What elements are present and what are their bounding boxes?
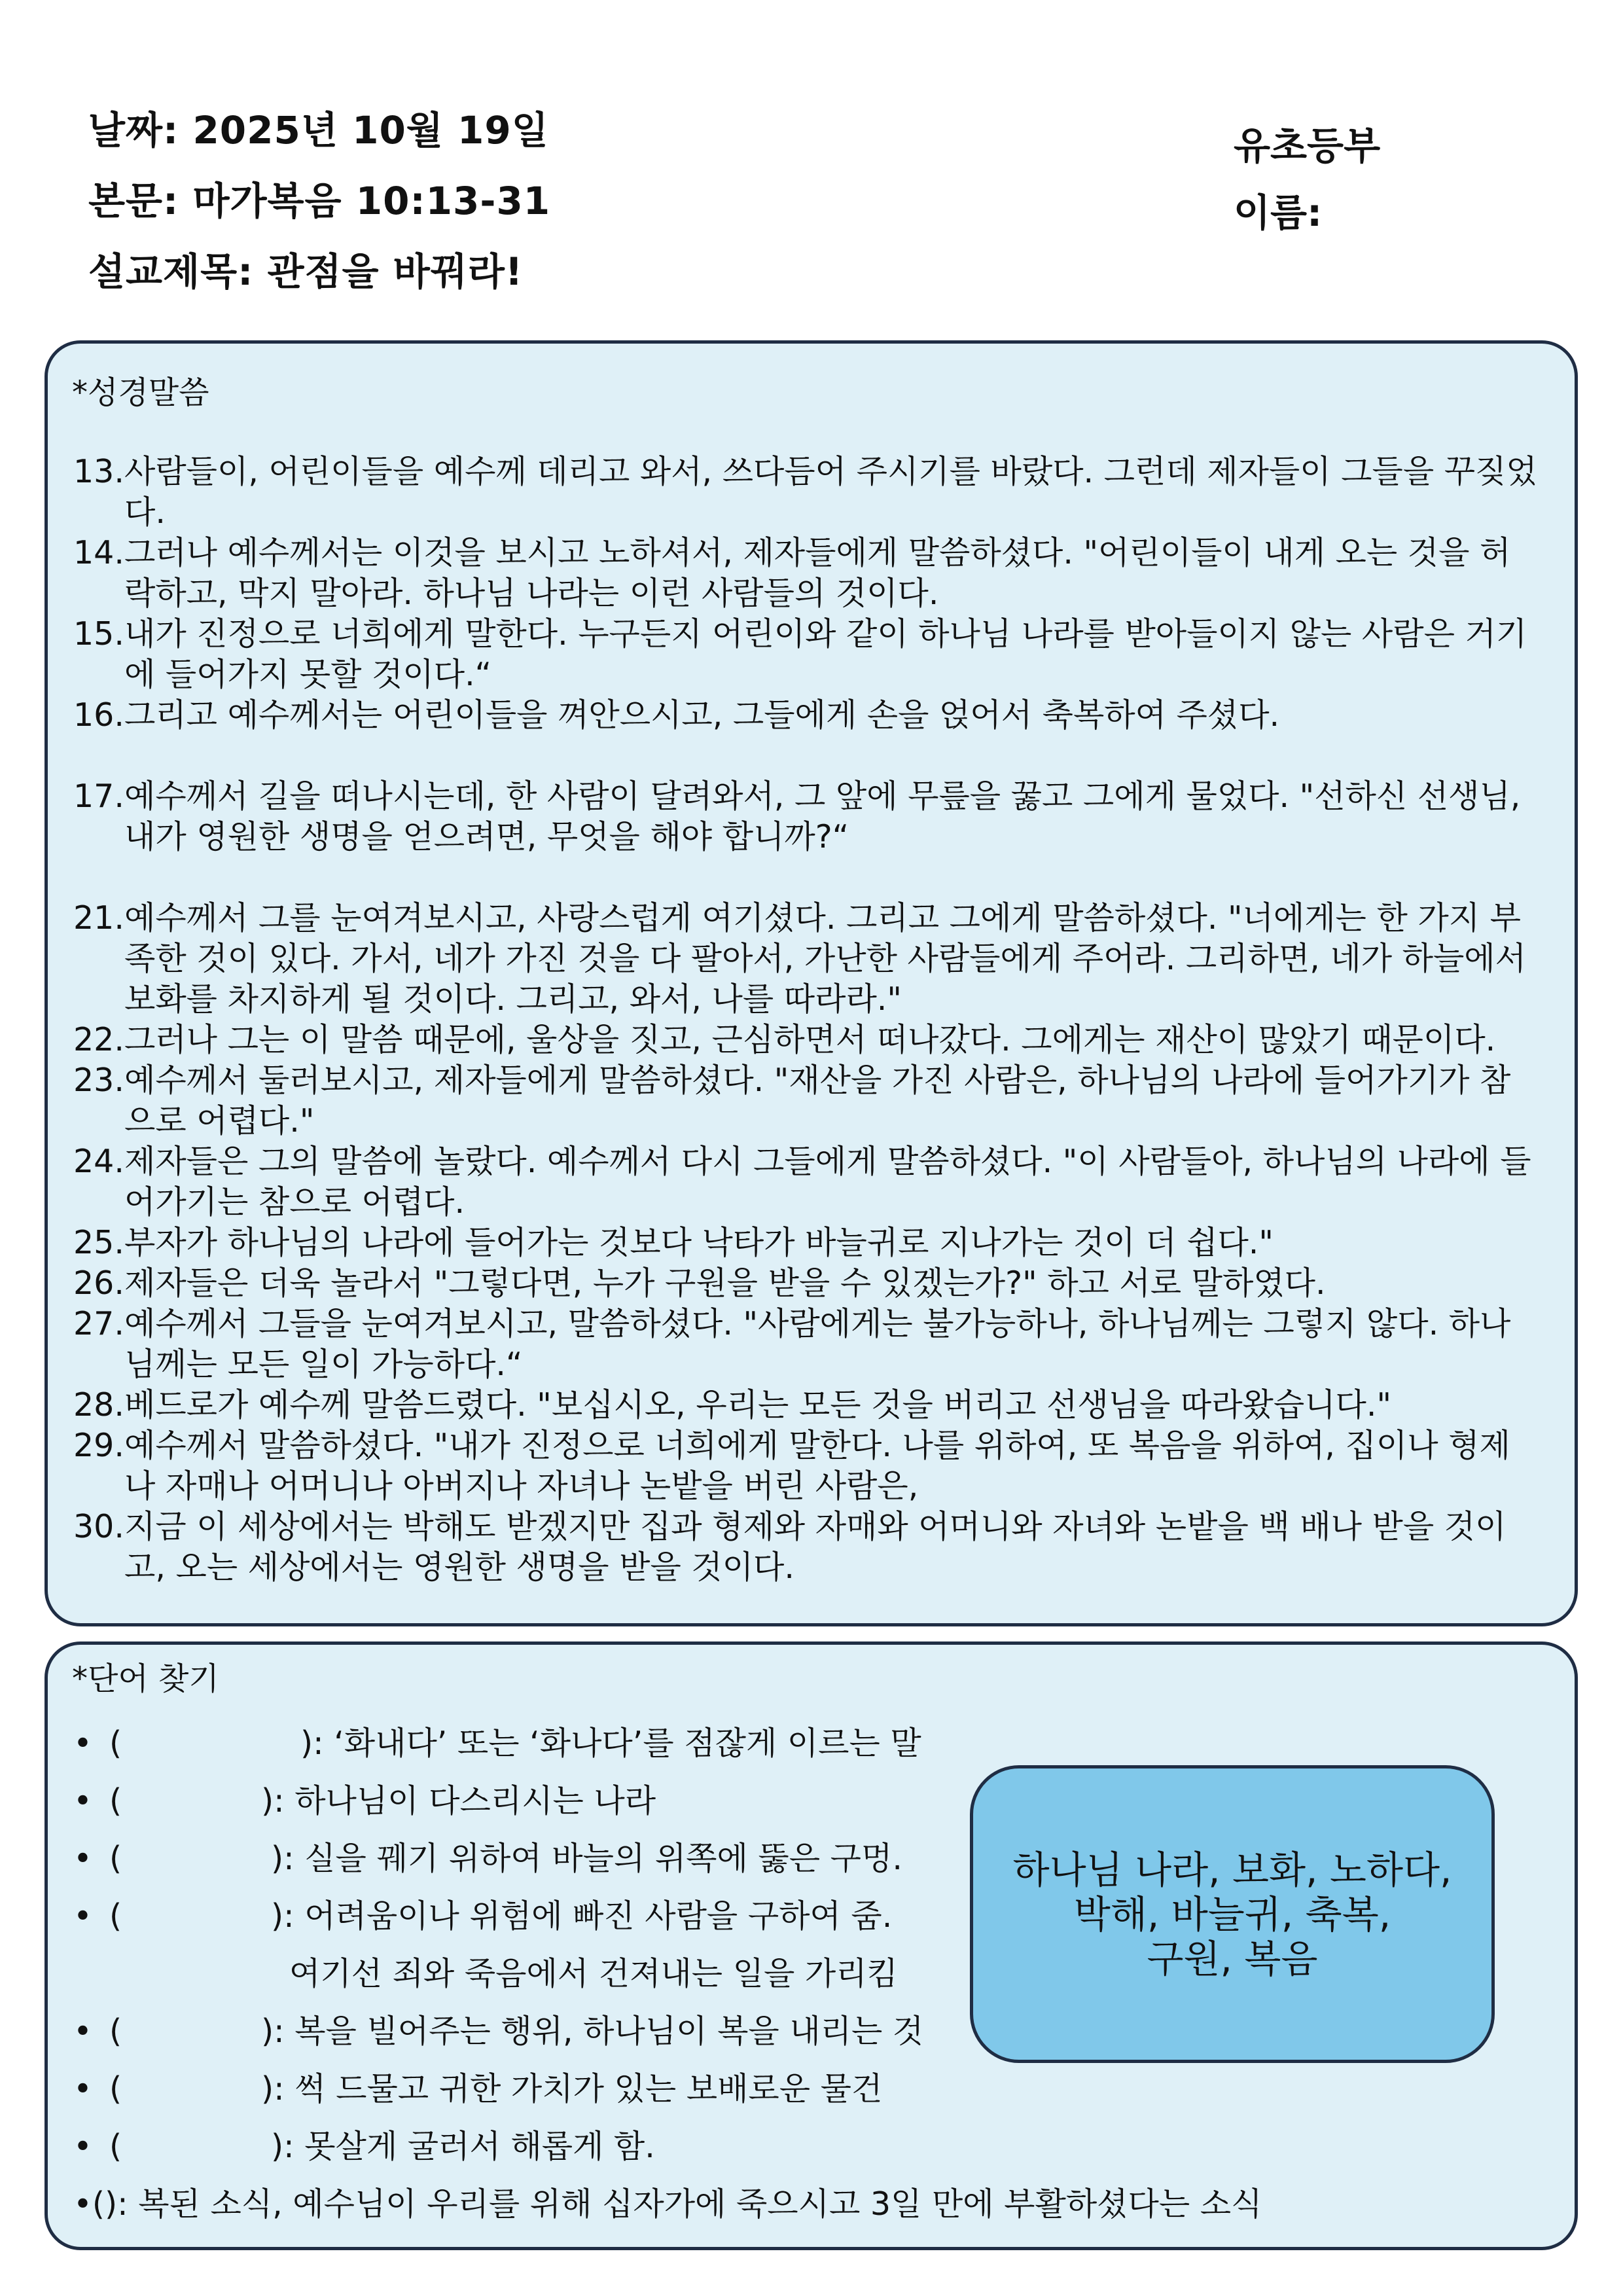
word-definition: ): 어려움이나 위험에 빠진 사람을 구하여 줌.	[271, 1897, 893, 1935]
verse	[73, 533, 1539, 614]
verse	[73, 898, 1539, 1020]
verse-number: 22.	[73, 1021, 124, 1058]
word-item	[73, 2060, 990, 2118]
word-item	[73, 2003, 990, 2060]
bullet: •	[73, 2185, 92, 2223]
word-definition-continued: 여기선 죄와 죽음에서 건져내는 일을 가리킴	[289, 1955, 898, 1992]
verse	[73, 614, 1539, 695]
verse-number: 14.	[73, 534, 124, 571]
verse	[73, 1426, 1539, 1507]
verse-number: 30.	[73, 1508, 124, 1545]
verse-number: 24.	[73, 1143, 124, 1180]
verse	[73, 695, 1539, 736]
sermon-title-line: 설교제목: 관점을 바꿔라!	[88, 249, 524, 294]
verse	[73, 1141, 1539, 1223]
open-paren: (	[109, 2128, 122, 2165]
open-paren: (	[109, 2070, 122, 2108]
open-paren: (	[109, 1725, 122, 1762]
verse-text: 예수께서 둘러보시고, 제자들에게 말씀하셨다. "재산을 가진 사람은, 하나님의 나라에 들어가기가 참으로 어렵다."	[124, 1062, 1511, 1139]
word-bank-line: 박해, 바늘귀, 축복,	[1073, 1892, 1391, 1937]
verse	[73, 776, 1539, 857]
bullet: •	[73, 2013, 92, 2050]
word-definition: ): 하나님이 다스리시는 나라	[261, 1782, 656, 1820]
verse	[73, 1385, 1539, 1426]
date-line: 날짜: 2025년 10월 19일	[88, 108, 549, 152]
open-paren: (	[109, 2013, 122, 2050]
word-definition: ): 복된 소식, 예수님이 우리를 위해 십자가에 죽으시고 3일 만에 부활하셨다는 소식	[105, 2185, 1262, 2223]
open-paren: (	[109, 1840, 122, 1877]
verse-text: 예수께서 그를 눈여겨보시고, 사랑스럽게 여기셨다. 그리고 그에게 말씀하셨다. "너에게는 한 가지 부족한 것이 있다. 가서, 네가 가진 것을 다 팔아서, 가난한 사람들에게 주어라. 그리하면, 네가 하늘에서 보화를 차지하게 될 것이다. 그리고, 와서, 나를 따라라."	[124, 899, 1526, 1018]
verse	[73, 452, 1539, 533]
verse-text: 예수께서 말씀하셨다. "내가 진정으로 너희에게 말한다. 나를 위하여, 또 복음을 위하여, 집이나 형제나 자매나 어머니나 아버지나 자녀나 논밭을 버린 사람은,	[124, 1427, 1510, 1505]
word-definition: ): ‘화내다’ 또는 ‘화나다’를 점잖게 이르는 말	[300, 1725, 921, 1762]
verse-number: 16.	[73, 696, 124, 734]
verse-number: 27.	[73, 1305, 124, 1342]
verse-text: 내가 진정으로 너희에게 말한다. 누구든지 어린이와 같이 하나님 나라를 받아들이지 않는 사람은 거기에 들어가지 못할 것이다.“	[124, 615, 1527, 693]
bullet: •	[73, 2070, 92, 2108]
word-item	[73, 1888, 990, 1945]
verse-list	[73, 452, 1539, 1588]
word-item	[73, 2176, 1262, 2233]
word-definition: ): 복을 빌어주는 행위, 하나님이 복을 내리는 것	[261, 2013, 924, 2050]
bullet: •	[73, 1725, 92, 1762]
word-find-title: *단어 찾기	[72, 1660, 219, 1697]
verse	[73, 1223, 1539, 1263]
verse-text: 그리고 예수께서는 어린이들을 껴안으시고, 그들에게 손을 얹어서 축복하여 주셨다.	[124, 696, 1280, 734]
verse	[73, 1263, 1539, 1304]
word-bank-line: 하나님 나라, 보화, 노하다,	[1012, 1847, 1452, 1892]
name-label: 이름:	[1234, 190, 1323, 235]
word-bank-line: 구원, 복음	[1147, 1936, 1318, 1981]
passage-line: 본문: 마가복음 10:13-31	[88, 179, 551, 223]
open-paren: (	[109, 1782, 122, 1820]
verse-number: 25.	[73, 1224, 124, 1261]
verse-number: 17.	[73, 778, 124, 815]
verse-number: 21.	[73, 899, 124, 937]
verse-text: 그러나 그는 이 말씀 때문에, 울상을 짓고, 근심하면서 떠나갔다. 그에게는 재산이 많았기 때문이다.	[124, 1021, 1496, 1058]
word-item	[73, 1715, 990, 1772]
worksheet-header	[88, 95, 550, 307]
word-definition: ): 썩 드물고 귀한 가치가 있는 보배로운 물건	[261, 2070, 883, 2108]
verse-number: 13.	[73, 453, 124, 490]
department-label: 유초등부	[1234, 124, 1381, 168]
word-item	[73, 1830, 990, 1888]
word-definition: ): 못살게 굴러서 해롭게 함.	[271, 2128, 655, 2165]
verse-text: 부자가 하나님의 나라에 들어가는 것보다 낙타가 바늘귀로 지나가는 것이 더 쉽다."	[124, 1224, 1274, 1261]
verse-text: 예수께서 그들을 눈여겨보시고, 말씀하셨다. "사람에게는 불가능하나, 하나님께는 그렇지 않다. 하나님께는 모든 일이 가능하다.“	[124, 1305, 1511, 1383]
verse-text: 제자들은 더욱 놀라서 "그렇다면, 누가 구원을 받을 수 있겠는가?" 하고 서로 말하였다.	[124, 1265, 1326, 1302]
bullet: •	[73, 1782, 92, 1820]
verse-text: 베드로가 예수께 말씀드렸다. "보십시오, 우리는 모든 것을 버리고 선생님을 따라왔습니다."	[124, 1386, 1392, 1424]
open-paren: (	[109, 1897, 122, 1935]
verse-number: 26.	[73, 1265, 124, 1302]
open-paren: (	[92, 2185, 105, 2223]
verse-text: 지금 이 세상에서는 박해도 받겠지만 집과 형제와 자매와 어머니와 자녀와 논밭을 백 배나 받을 것이고, 오는 세상에서는 영원한 생명을 받을 것이다.	[124, 1508, 1507, 1586]
verse-text: 그러나 예수께서는 이것을 보시고 노하셔서, 제자들에게 말씀하셨다. "어린이들이 내게 오는 것을 허락하고, 막지 말아라. 하나님 나라는 이런 사람들의 것이다.	[124, 534, 1511, 612]
verse-text: 예수께서 길을 떠나시는데, 한 사람이 달려와서, 그 앞에 무릎을 꿇고 그에게 물었다. "선하신 선생님, 내가 영원한 생명을 얻으려면, 무엇을 해야 합니까?“	[124, 778, 1521, 855]
verse-text: 제자들은 그의 말씀에 놀랐다. 예수께서 다시 그들에게 말씀하셨다. "이 사람들아, 하나님의 나라에 들어가기는 참으로 어렵다.	[124, 1143, 1531, 1221]
verse-number: 28.	[73, 1386, 124, 1424]
verse-text: 사람들이, 어린이들을 예수께 데리고 와서, 쓰다듬어 주시기를 바랐다. 그런데 제자들이 그들을 꾸짖었다.	[124, 453, 1537, 531]
scripture-title: *성경말씀	[72, 374, 209, 411]
verse-number: 15.	[73, 615, 124, 653]
bullet: •	[73, 1840, 92, 1877]
verse-number: 29.	[73, 1427, 124, 1464]
verse	[73, 1507, 1539, 1588]
verse	[73, 1304, 1539, 1385]
verse	[73, 1060, 1539, 1141]
bullet: •	[73, 2128, 92, 2165]
bullet: •	[73, 1897, 92, 1935]
word-item	[73, 1772, 990, 1830]
word-definition: ): 실을 꿰기 위하여 바늘의 위쪽에 뚫은 구멍.	[271, 1840, 902, 1877]
verse-number: 23.	[73, 1062, 124, 1099]
verse	[73, 1020, 1539, 1060]
word-item	[73, 2118, 990, 2176]
word-bank	[970, 1765, 1495, 2063]
student-info	[1234, 113, 1380, 246]
